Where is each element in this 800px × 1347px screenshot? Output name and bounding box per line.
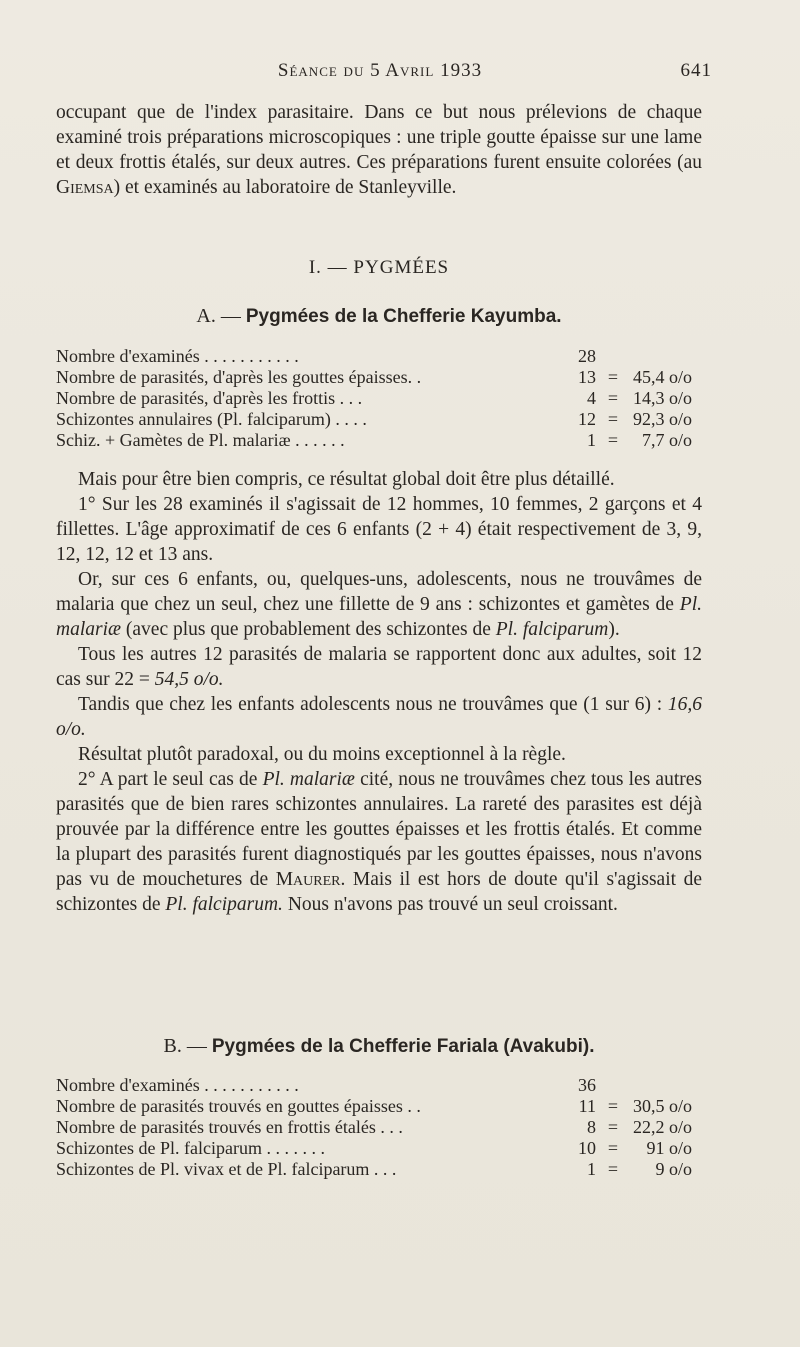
stat-equals: = [607,388,619,408]
running-head: Séance du 5 Avril 1933 [277,60,483,81]
paragraph: Résultat plutôt paradoxal, ou du moins exceptionnel à la règle. [78,744,566,765]
stats-row [56,409,692,430]
stat-label: Schizontes annulaires (Pl. falciparum) . . . . [56,409,367,429]
stat-equals: = [607,430,619,450]
stat-count: 28 [578,346,596,366]
stat-equals [596,346,630,367]
stat-count: 36 [578,1075,596,1095]
giemsa-name: Giemsa [56,177,114,198]
stat-label: Nombre de parasités, d'après les frottis . . . [56,388,363,408]
stat-percentage: 45,4 o/o [632,367,692,387]
subsection-b-heading: B. — Pygmées de la Chefferie Fariala (Avakubi). [163,1035,595,1057]
stats-table-a [56,346,692,451]
stat-equals: = [607,1159,619,1179]
stat-count: 1 [587,430,596,450]
stats-row [56,1117,692,1138]
stats-row [56,1159,692,1180]
stats-row [56,367,692,388]
stat-percentage [630,1075,692,1096]
section-heading-block [56,255,702,280]
stat-label: Schizontes de Pl. falciparum . . . . . . . [56,1138,325,1158]
stats-table-b [56,1075,692,1180]
stat-label: Schiz. + Gamètes de Pl. malariæ . . . . . . [56,430,345,450]
stat-percentage: 22,2 o/o [632,1117,692,1137]
body-a-block [56,467,702,917]
stat-percentage: 7,7 o/o [641,430,692,450]
stat-label: Schizontes de Pl. vivax et de Pl. falciparum . . . [56,1159,397,1179]
stat-percentage: 92,3 o/o [632,409,692,429]
stat-count: 4 [587,388,596,408]
stat-count: 12 [578,409,596,429]
stats-row [56,346,692,367]
maurer-name: Maurer [275,869,341,890]
stat-count: 10 [578,1138,596,1158]
stat-percentage: 91 o/o [646,1138,692,1158]
stat-equals: = [607,1138,619,1158]
stats-row [56,1075,692,1096]
paragraph: Or, sur ces 6 enfants, ou, quelques-uns, adolescents, nous ne trouvâmes de malaria que chez un seul, chez une fillette de 9 ans : schizontes et gamètes de Pl. malariæ (avec plus que probablement des schizontes de Pl. falciparum). [56,569,702,640]
subsection-a-heading: A. — Pygmées de la Chefferie Kayumba. [196,305,562,327]
stats-row [56,1096,692,1117]
paragraph: Mais pour être bien compris, ce résultat global doit être plus détaillé. [78,469,615,490]
paragraph: 2° A part le seul cas de Pl. malariæ cité, nous ne trouvâmes chez tous les autres parasités que de bien rares schizontes annulaires. La rareté des parasites est déjà prouvée par la différence entre les gouttes épaisses et les frottis étalés. Et comme la plupart des parasités furent diagnostiqués par les gouttes épaisses, nous n'avons pas vu de mouchetures de Maurer. Mais il est hors de doute qu'il s'agissait de schizontes de Pl. falciparum. Nous n'avons pas trouvé un seul croissant. [56,769,703,915]
page-number: 641 [680,60,712,81]
intro-paragraph-block [56,100,702,200]
section-title: I. — PYGMÉES [308,257,450,278]
stat-percentage: 14,3 o/o [632,388,692,408]
stat-count: 13 [578,367,596,387]
stats-table-b-block [56,1075,702,1180]
stats-row [56,1138,692,1159]
paragraph: Tous les autres 12 parasités de malaria se rapportent donc aux adultes, soit 12 cas sur 22 = 54,5 o/o. [56,644,702,690]
stats-row [56,388,692,409]
stat-percentage: 9 o/o [655,1159,692,1179]
subsection-b-title: Pygmées de la Chefferie Fariala (Avakubi). [211,1036,595,1057]
stats-table-a-block [56,346,702,451]
stat-label: Nombre de parasités trouvés en frottis étalés . . . [56,1117,403,1137]
stat-label: Nombre de parasités, d'après les gouttes épaisses. . [56,367,422,387]
subsection-a-title: Pygmées de la Chefferie Kayumba. [245,306,562,327]
stats-row [56,430,692,451]
stat-equals: = [607,367,619,387]
stat-label: Nombre d'examinés . . . . . . . . . . . [56,1075,299,1095]
stat-label: Nombre d'examinés . . . . . . . . . . . [56,346,299,366]
stat-count: 8 [587,1117,596,1137]
stat-count: 11 [578,1096,596,1116]
stat-equals [596,1075,630,1096]
stat-percentage [630,346,692,367]
stat-label: Nombre de parasités trouvés en gouttes épaisses . . [56,1096,421,1116]
stat-count: 1 [587,1159,596,1179]
stat-equals: = [607,1117,619,1137]
paragraph: Tandis que chez les enfants adolescents nous ne trouvâmes que (1 sur 6) : 16,6 o/o. [56,694,702,740]
stat-percentage: 30,5 o/o [632,1096,692,1116]
stat-equals: = [607,1096,619,1116]
stat-equals: = [607,409,619,429]
intro-paragraph: occupant que de l'index parasitaire. Dans ce but nous prélevions de chaque examiné trois préparations microscopiques : une triple goutte épaisse sur une lame et deux frottis étalés, sur deux autres. Ces préparations furent ensuite colorées (au Giemsa) et examinés au laboratoire de Stanleyville. [56,102,702,198]
paragraph: 1° Sur les 28 examinés il s'agissait de 12 hommes, 10 femmes, 2 garçons et 4 fillettes. L'âge approximatif de ces 6 enfants (2 + 4) était respectivement de 3, 9, 12, 12, 12 et 13 ans. [56,494,702,565]
